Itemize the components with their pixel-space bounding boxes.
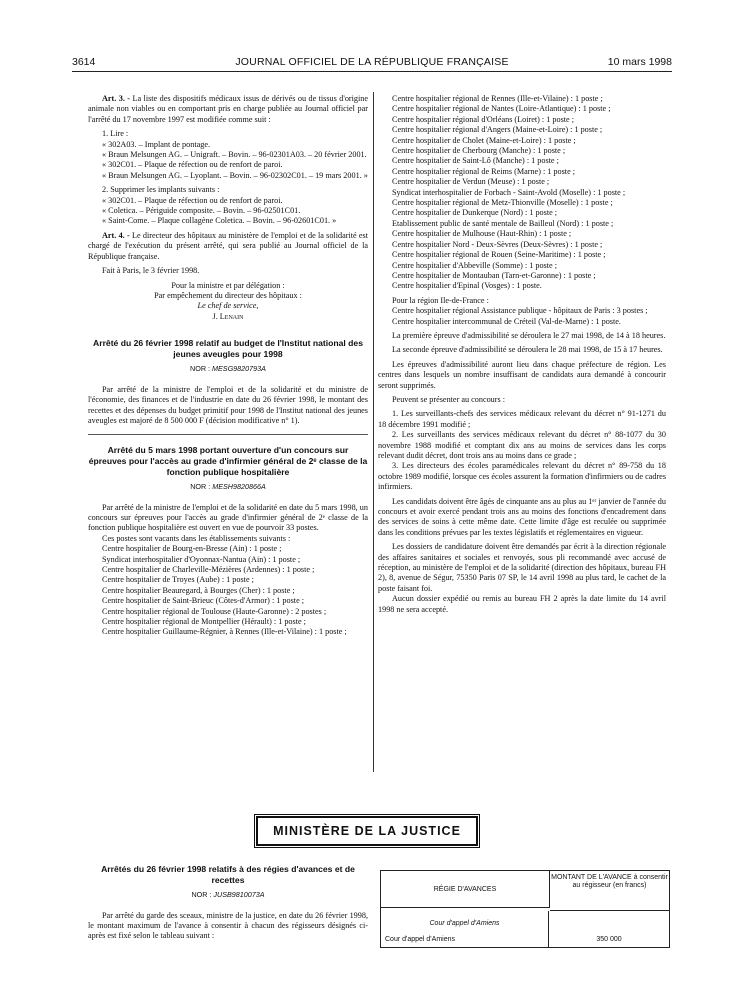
list-line: « 302C01. – Plaque de réfection ou de renfort de paroi. — [102, 195, 283, 205]
section-separator — [88, 434, 368, 435]
list-item: Centre hospitalier régional de Reims (Marne) : 1 poste ; — [392, 166, 576, 176]
signature-line: Pour la ministre et par délégation : — [171, 280, 285, 290]
justice-section — [88, 864, 368, 942]
list-item: Centre hospitalier de Verdun (Meuse) : 1 poste ; — [392, 177, 550, 187]
table-cell: Cour d'appel d'Amiens — [381, 933, 549, 947]
list-item: Centre hospitalier régional d'Angers (Maine-et-Loire) : 1 poste ; — [392, 125, 603, 135]
nor-reference: NOR : MESH9820866A — [190, 482, 266, 492]
header-rule — [72, 71, 672, 72]
list-line: 1. Lire : — [102, 129, 129, 139]
issue-date: 10 mars 1998 — [607, 56, 672, 68]
paragraph: La seconde épreuve d'admissibilité se déroulera le 28 mai 1998, de 15 à 17 heures. — [392, 345, 663, 355]
establishment-list — [378, 94, 666, 292]
table-cell: 350 000 — [596, 936, 622, 943]
list-item: Centre hospitalier de Montauban (Tarn-et-Garonne) : 1 poste ; — [392, 270, 596, 280]
decree-title: Arrêté du 5 mars 1998 portant ouverture d'un concours sur épreuves pour l'accès au grade d'infirmier général de 2ᵉ classe de la fonction publique hospitalière — [88, 445, 368, 477]
nor-reference: NOR : JUSB9810073A — [191, 890, 265, 900]
list-item: Centre hospitalier Beauregard, à Bourges (Cher) : 1 poste ; — [102, 585, 295, 595]
list-line: « 302A03. – Implant de pontage. — [102, 139, 211, 149]
list-item: Centre hospitalier Nord - Deux-Sèvres (Deux-Sèvres) : 1 poste ; — [392, 239, 603, 249]
list-item: Centre hospitalier régional de Montpellier (Hérault) : 1 poste ; — [102, 617, 306, 626]
list-line: 2. Supprimer les implants suivants : — [102, 185, 220, 195]
list-item: Centre hospitalier de Cholet (Maine-et-Loire) : 1 poste ; — [392, 135, 576, 145]
paragraph: 1. Les surveillants-chefs des services médicaux relevant du décret n° 91-1271 du 18 décembre 1991 modifié ; — [378, 409, 666, 429]
journal-title: JOURNAL OFFICIEL DE LA RÉPUBLIQUE FRANÇAISE — [235, 56, 509, 68]
column-divider — [373, 92, 374, 772]
paragraph: Ces postes sont vacants dans les établissements suivants : — [102, 533, 291, 543]
list-line: « Coletica. – Périguide composite. – Bovin. – 96-02501C01. — [102, 206, 301, 216]
advances-table — [380, 870, 670, 948]
list-item: Etablissement public de santé mentale de Bailleul (Nord) : 1 poste ; — [392, 218, 614, 228]
establishment-list — [88, 544, 368, 638]
table-header-regie: RÉGIE D'AVANCES — [381, 871, 550, 908]
list-item: Centre hospitalier Guillaume-Régnier, à Rennes (Ille-et-Vilaine) : 1 poste ; — [102, 627, 347, 637]
paragraph: 2. Les surveillants des services médicaux relevant du décret n° 88-1077 du 30 novembre 1988 modifié et comptant dix ans au moins de services dans les corps relevant dudit décret, dont trois ans au moins dans ce grade ; — [378, 430, 666, 460]
list-item: Centre hospitalier de Dunkerque (Nord) : 1 poste ; — [392, 208, 558, 218]
signature-line: Par empêchement du directeur des hôpitaux : — [154, 290, 302, 300]
list-item: Centre hospitalier de Charleville-Mézières (Ardennes) : 1 poste ; — [102, 564, 315, 574]
table-cell — [549, 911, 669, 933]
paragraph: Par arrêté du garde des sceaux, ministre de la justice, en date du 26 février 1998, le montant maximum de l'avance à consentir à chacun des régisseurs désignés ci-après est fixé selon le tableau suivant : — [88, 910, 368, 941]
list-line: « Braun Melsungen AG. – Unigraft. – Bovin. – 96-02301A03. – 20 février 2001. — [102, 150, 367, 160]
list-line: « Saint-Come. – Plaque collagène Coletica. – Bovin. – 96-02601C01. » — [102, 216, 337, 226]
list-item: Centre hospitalier régional de Rennes (Ille-et-Vilaine) : 1 poste ; — [392, 94, 603, 103]
paragraph: La première épreuve d'admissibilité se déroulera le 27 mai 1998, de 14 à 18 heures. — [392, 330, 666, 340]
paragraph: Peuvent se présenter au concours : — [392, 394, 505, 404]
paragraph: Par arrêté de la ministre de l'emploi et de la solidarité et du ministre de l'économie, des finances et de l'industrie en date du 26 février 1998, le montant des recettes et des dépenses du budget primitif pour 1998 de l'Institut national des jeunes aveugles est majoré de 8 500 000 F (décision modificative n° 1). — [88, 384, 368, 425]
list-line: « 302C01. – Plaque de réfection ou de renfort de paroi. — [102, 160, 283, 170]
decree-title: Arrêtés du 26 février 1998 relatifs à des régies d'avances et de recettes — [101, 864, 355, 885]
right-column — [378, 94, 666, 615]
table-header-montant: MONTANT DE L'AVANCE à consentir au régisseur (en francs) — [550, 871, 669, 911]
list-item: Centre hospitalier régional de Toulouse (Haute-Garonne) : 2 postes ; — [102, 606, 327, 616]
list-item: Syndicat interhospitalier de Forbach - Saint-Avold (Moselle) : 1 poste ; — [392, 187, 626, 197]
paragraph: Les candidats doivent être âgés de cinquante ans au plus au 1ᵉʳ janvier de l'année du concours et avoir exercé pendant trois ans au moins des fonctions d'encadrement dans des services de soins à cette même date. Cette limite d'âge est reculée ou supprimée dans les conditions prévues par les textes législatifs et réglementaires en vigueur. — [378, 496, 666, 537]
paragraph: Aucun dossier expédié ou remis au bureau FH 2 après la date limite du 14 avril 1998 ne sera accepté. — [378, 594, 666, 614]
nor-reference: NOR : MESG9820793A — [190, 364, 266, 374]
left-column — [88, 94, 368, 638]
list-item: Centre hospitalier d'Epinal (Vosges) : 1 poste. — [392, 281, 542, 291]
list-item: Centre hospitalier régional d'Orléans (Loiret) : 1 poste ; — [392, 114, 574, 124]
page-header — [72, 52, 672, 72]
list-item: Centre hospitalier de Mulhouse (Haut-Rhin) : 1 poste ; — [392, 229, 572, 239]
decree-title: Arrêté du 26 février 1998 relatif au budget de l'Institut national des jeunes aveugles pour 1998 — [93, 338, 363, 359]
table-group: Cour d'appel d'Amiens — [381, 911, 549, 933]
list-item: Centre hospitalier d'Abbeville (Somme) : 1 poste ; — [392, 260, 557, 270]
list-item: Centre hospitalier de Cherbourg (Manche) : 1 poste ; — [392, 146, 566, 156]
region-heading: Pour la région Ile-de-France : — [392, 295, 489, 305]
article-3: Art. 3. - La liste des dispositifs médicaux issus de dérivés ou de tissus d'origine animale non viables ou en comportant pris en charge publiée au Journal officiel par l'arrêté du 17 novembre 1997 est modifiée comme suit : — [88, 94, 369, 124]
signature-date: Fait à Paris, le 3 février 1998. — [102, 266, 200, 276]
list-item: Centre hospitalier de Bourg-en-Bresse (Ain) : 1 poste ; — [102, 544, 282, 554]
page-number: 3614 — [72, 56, 96, 68]
list-item: Centre hospitalier régional de Rouen (Seine-Maritime) : 1 poste ; — [392, 250, 606, 260]
paragraph: Les épreuves d'admissibilité auront lieu dans chaque préfecture de région. Les centres dans lesquels un nombre insuffisant de candidats aura demandé à concourir seront supprimés. — [378, 359, 666, 390]
list-item: Centre hospitalier de Troyes (Aube) : 1 poste ; — [102, 575, 254, 585]
list-item: Centre hospitalier intercommunal de Créteil (Val-de-Marne) : 1 poste. — [392, 316, 621, 326]
paragraph: 3. Les directeurs des écoles paramédicales relevant du décret n° 89-758 du 18 octobre 1989 modifié, lorsque ces écoles assurent la formation d'infirmiers ou de cadres infirmiers. — [378, 461, 666, 492]
list-item: Centre hospitalier régional de Nantes (Loire-Atlantique) : 1 poste ; — [392, 104, 611, 114]
list-item: Syndicat interhospitalier d'Oyonnax-Nantua (Ain) : 1 poste ; — [102, 554, 301, 564]
list-item: Centre hospitalier de Saint-Lô (Manche) : 1 poste ; — [392, 156, 559, 166]
list-line: « Braun Melsungen AG. – Lyoplant. – Bovin. – 96-02302C01. – 19 mars 2001. » — [102, 170, 368, 180]
signatory-name: J. Lenain — [212, 311, 244, 321]
list-item: Centre hospitalier régional de Metz-Thionville (Moselle) : 1 poste ; — [392, 198, 613, 208]
paragraph: Les dossiers de candidature doivent être demandés par écrit à la direction régionale des affaires sanitaires et sociales et renvoyés, sous pli recommandé avec accusé de réception, au ministère de l'emploi et de la solidarité (direction des hôpitaux, bureau FH 2), 8, avenue de Ségur, 75350 Paris 07 SP, le 14 avril 1998 au plus tard, le cachet de la poste faisant foi. — [378, 542, 666, 593]
signature-line: Le chef de service, — [197, 301, 259, 311]
list-item: Centre hospitalier de Saint-Brieuc (Côtes-d'Armor) : 1 poste ; — [102, 596, 305, 606]
article-4: Art. 4. - Le directeur des hôpitaux au ministère de l'emploi et de la solidarité est chargé de l'exécution du présent arrêté, qui sera publié au Journal officiel de la République française. — [88, 230, 368, 261]
paragraph: Par arrêté de la ministre de l'emploi et de la solidarité en date du 5 mars 1998, un concours sur épreuves pour l'accès au grade d'infirmier général de 2ᵉ classe de la fonction publique hospitalière est ouvert en vue de pourvoir 33 postes. — [88, 502, 368, 533]
list-item: Centre hospitalier régional Assistance publique - hôpitaux de Paris : 3 postes ; — [392, 306, 648, 316]
ministry-heading: MINISTÈRE DE LA JUSTICE — [256, 816, 478, 846]
